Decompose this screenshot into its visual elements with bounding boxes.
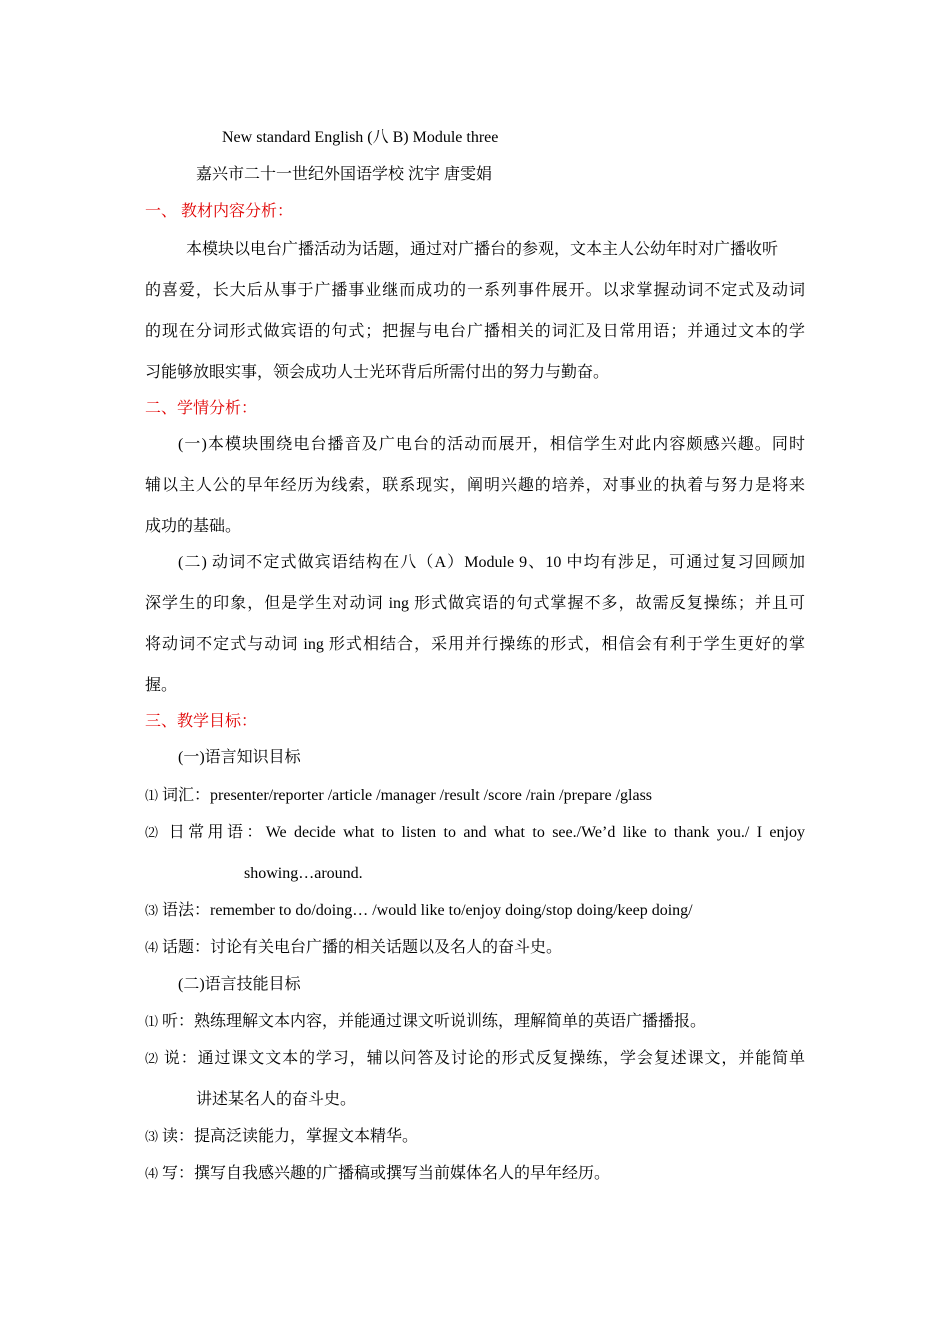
- item-text: 读：提高泛读能力，掌握文本精华。: [162, 1128, 419, 1145]
- paragraph-line: 的现在分词形式做宾语的句式；把握与电台广播相关的词汇及日常用语；并通过文本的学: [145, 323, 805, 340]
- paragraph-line: (一)本模块围绕电台播音及广电台的活动而展开，相信学生对此内容颇感兴趣。同时: [178, 436, 805, 453]
- item-text: 词汇：presenter/reporter /article /manager /result /score /rain /prepare /glass: [162, 787, 653, 804]
- section-heading-teaching-objectives: 三、教学目标：: [145, 713, 258, 730]
- list-item: [145, 938, 805, 958]
- section-heading-content-analysis: 一、 教材内容分析：: [145, 203, 294, 220]
- list-item: [145, 823, 805, 843]
- paragraph-line: 习能够放眼实事，领会成功人士光环背后所需付出的努力与勤奋。: [145, 364, 610, 381]
- list-item: [145, 1049, 805, 1069]
- item-marker: ⑵: [145, 825, 162, 840]
- paragraph-line: 的喜爱，长大后从事于广播事业继而成功的一系列事件展开。以求掌握动词不定式及动词: [145, 282, 805, 299]
- list-item: [145, 1164, 805, 1184]
- section-heading-learner-analysis: 二、学情分析：: [145, 400, 258, 417]
- list-item: [145, 1012, 805, 1032]
- subheading-knowledge-goals: (一)语言知识目标: [178, 749, 301, 766]
- item-marker: ⑶: [145, 903, 159, 918]
- paragraph-line: 握。: [145, 677, 178, 694]
- item-marker: ⑴: [145, 1014, 159, 1029]
- list-item: [145, 901, 805, 921]
- subheading-skill-goals: (二)语言技能目标: [178, 976, 301, 993]
- document-title: New standard English (八 B) Module three: [222, 129, 499, 146]
- item-marker: ⑶: [145, 1129, 159, 1144]
- list-item-continuation: showing…around.: [244, 865, 363, 882]
- item-marker: ⑵: [145, 1051, 159, 1066]
- item-text: 听：熟练理解文本内容，并能通过课文听说训练，理解简单的英语广播播报。: [162, 1013, 707, 1030]
- paragraph-line: (二) 动词不定式做宾语结构在八（A）Module 9、10 中均有涉足，可通过复习回顾加: [178, 554, 805, 571]
- list-item: [145, 1127, 805, 1147]
- item-marker: ⑴: [145, 788, 159, 803]
- paragraph-line: 深学生的印象，但是学生对动词 ing 形式做宾语的句式掌握不多，故需反复操练；并且可: [145, 595, 805, 612]
- item-text: 语法：remember to do/doing… /would like to/enjoy doing/stop doing/keep doing/: [162, 902, 693, 919]
- item-text: 说：通过课文文本的学习，辅以问答及讨论的形式反复操练，学会复述课文，并能简单: [163, 1050, 805, 1067]
- paragraph-line: 本模块以电台广播活动为话题，通过对广播台的参观，文本主人公幼年时对广播收听: [186, 241, 779, 258]
- item-marker: ⑷: [145, 1166, 159, 1181]
- paragraph-line: 辅以主人公的早年经历为线索，联系现实，阐明兴趣的培养，对事业的执着与努力是将来: [145, 477, 805, 494]
- paragraph-line: 成功的基础。: [145, 518, 242, 535]
- paragraph-line: 将动词不定式与动词 ing 形式相结合，采用并行操练的形式，相信会有利于学生更好的掌: [145, 636, 805, 653]
- item-marker: ⑷: [145, 940, 159, 955]
- item-text: 写：撰写自我感兴趣的广播稿或撰写当前媒体名人的早年经历。: [162, 1165, 611, 1182]
- list-item: [145, 786, 805, 806]
- list-item-continuation: 讲述某名人的奋斗史。: [196, 1091, 357, 1108]
- author-line: 嘉兴市二十一世纪外国语学校 沈宇 唐雯娟: [196, 166, 493, 183]
- item-text: 话题：讨论有关电台广播的相关话题以及名人的奋斗史。: [162, 939, 563, 956]
- item-text: 日常用语：We decide what to listen to and what to see./We’d like to thank you./ I enjoy: [168, 824, 805, 841]
